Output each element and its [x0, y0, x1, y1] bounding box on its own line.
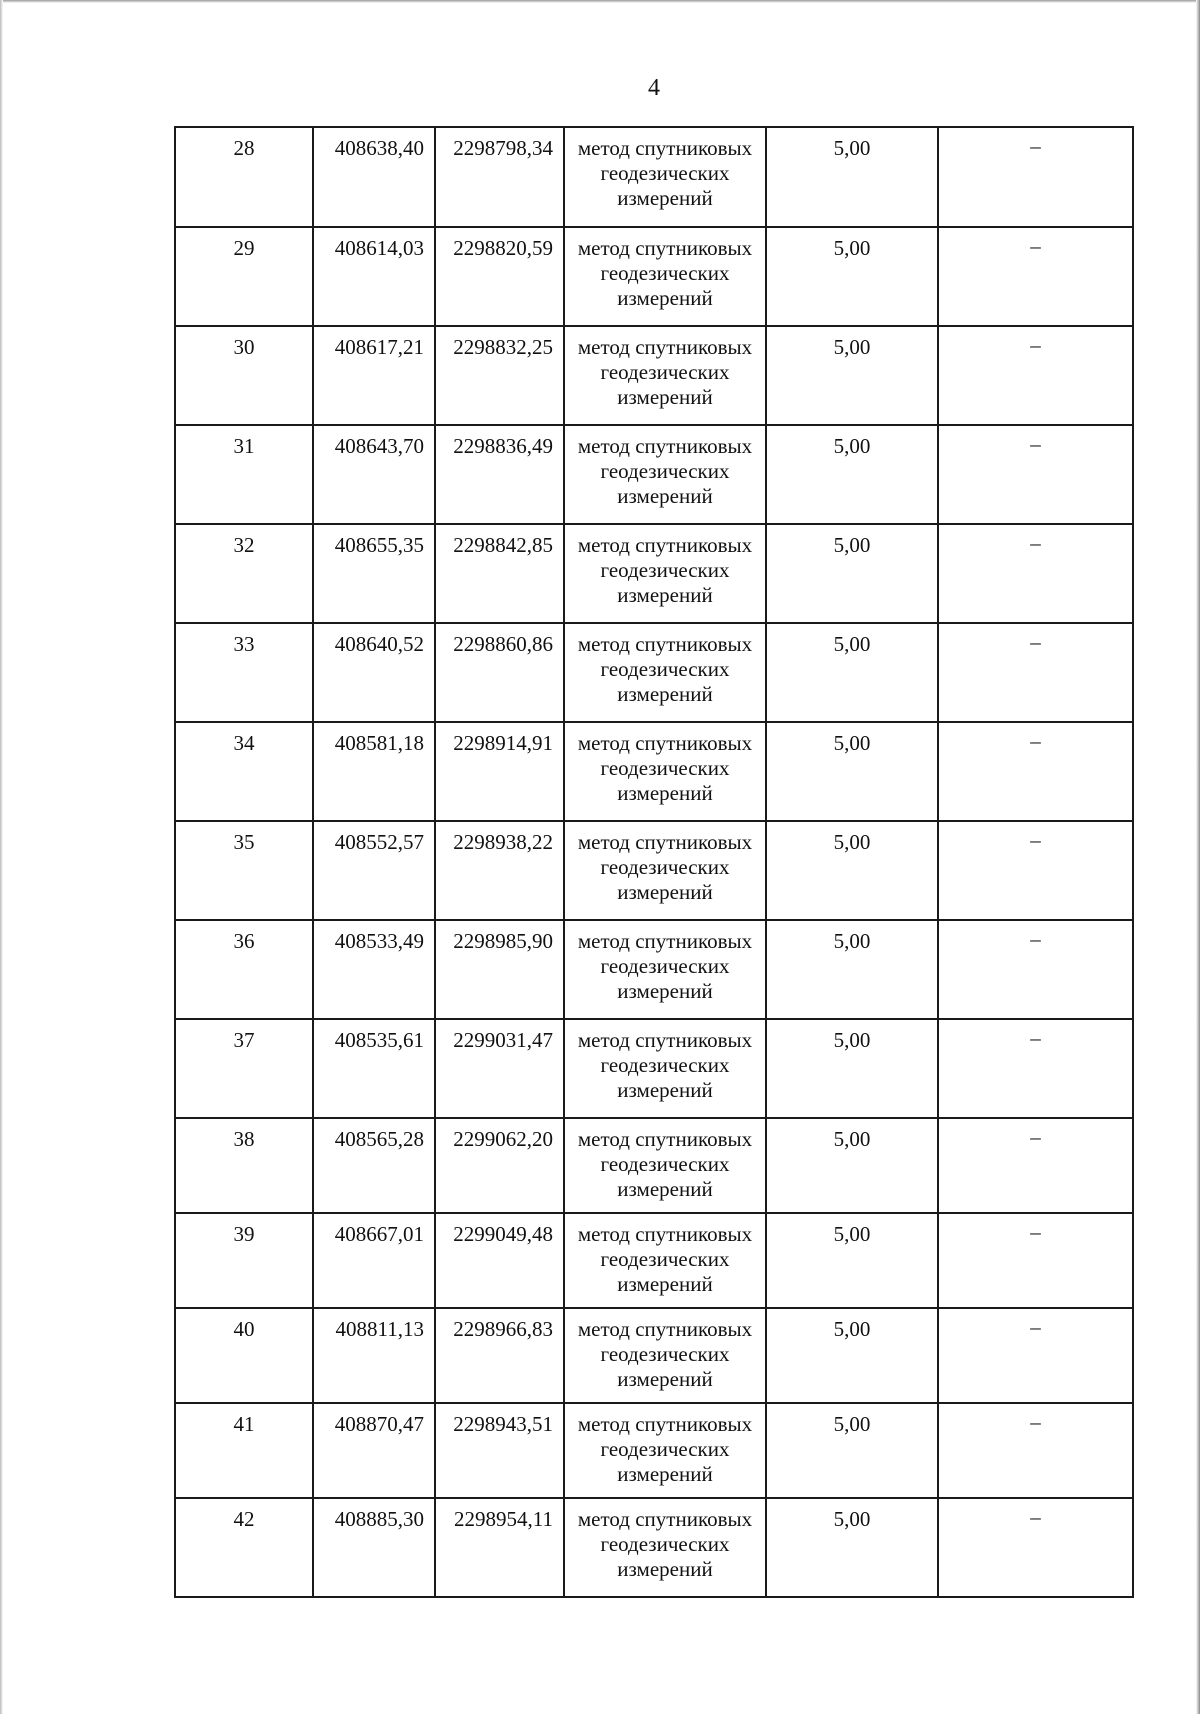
accuracy-cell: 5,00 — [766, 722, 938, 821]
x-coordinate-cell: 408552,57 — [313, 821, 435, 920]
x-coordinate-cell: 408640,52 — [313, 623, 435, 722]
accuracy-cell: 5,00 — [766, 623, 938, 722]
method-cell: метод спутниковых геодезических измерений — [564, 1403, 766, 1498]
note-cell: – — [938, 920, 1133, 1019]
accuracy-cell: 5,00 — [766, 326, 938, 425]
note-cell: – — [938, 326, 1133, 425]
x-coordinate-cell: 408870,47 — [313, 1403, 435, 1498]
point-number-cell: 39 — [175, 1213, 313, 1308]
table-row — [175, 425, 1133, 524]
point-number-cell: 33 — [175, 623, 313, 722]
scan-top-edge — [0, 0, 1200, 3]
table-row — [175, 1403, 1133, 1498]
note-cell: – — [938, 722, 1133, 821]
method-cell: метод спутниковых геодезических измерений — [564, 127, 766, 227]
method-cell: метод спутниковых геодезических измерений — [564, 524, 766, 623]
point-number-cell: 29 — [175, 227, 313, 326]
method-cell: метод спутниковых геодезических измерений — [564, 821, 766, 920]
accuracy-cell: 5,00 — [766, 1213, 938, 1308]
point-number-cell: 35 — [175, 821, 313, 920]
table-row — [175, 227, 1133, 326]
method-cell: метод спутниковых геодезических измерений — [564, 1498, 766, 1597]
table-row — [175, 1308, 1133, 1403]
y-coordinate-cell: 2298820,59 — [435, 227, 564, 326]
note-cell: – — [938, 1213, 1133, 1308]
note-cell: – — [938, 127, 1133, 227]
method-cell: метод спутниковых геодезических измерений — [564, 1019, 766, 1118]
x-coordinate-cell: 408885,30 — [313, 1498, 435, 1597]
scan-right-edge — [1196, 0, 1200, 1714]
note-cell: – — [938, 1308, 1133, 1403]
x-coordinate-cell: 408565,28 — [313, 1118, 435, 1213]
y-coordinate-cell: 2298798,34 — [435, 127, 564, 227]
point-number-cell: 41 — [175, 1403, 313, 1498]
y-coordinate-cell: 2298914,91 — [435, 722, 564, 821]
y-coordinate-cell: 2298985,90 — [435, 920, 564, 1019]
point-number-cell: 32 — [175, 524, 313, 623]
point-number-cell: 30 — [175, 326, 313, 425]
accuracy-cell: 5,00 — [766, 821, 938, 920]
accuracy-cell: 5,00 — [766, 1498, 938, 1597]
point-number-cell: 36 — [175, 920, 313, 1019]
note-cell: – — [938, 425, 1133, 524]
point-number-cell: 42 — [175, 1498, 313, 1597]
table-row — [175, 326, 1133, 425]
note-cell: – — [938, 1403, 1133, 1498]
table-row — [175, 127, 1133, 227]
note-cell: – — [938, 821, 1133, 920]
point-number-cell: 38 — [175, 1118, 313, 1213]
x-coordinate-cell: 408581,18 — [313, 722, 435, 821]
method-cell: метод спутниковых геодезических измерений — [564, 1213, 766, 1308]
table-row — [175, 821, 1133, 920]
x-coordinate-cell: 408811,13 — [313, 1308, 435, 1403]
accuracy-cell: 5,00 — [766, 1118, 938, 1213]
table-row — [175, 1118, 1133, 1213]
accuracy-cell: 5,00 — [766, 920, 938, 1019]
method-cell: метод спутниковых геодезических измерений — [564, 1118, 766, 1213]
method-cell: метод спутниковых геодезических измерений — [564, 425, 766, 524]
y-coordinate-cell: 2298860,86 — [435, 623, 564, 722]
note-cell: – — [938, 1118, 1133, 1213]
accuracy-cell: 5,00 — [766, 1019, 938, 1118]
method-cell: метод спутниковых геодезических измерений — [564, 227, 766, 326]
x-coordinate-cell: 408667,01 — [313, 1213, 435, 1308]
x-coordinate-cell: 408533,49 — [313, 920, 435, 1019]
note-cell: – — [938, 623, 1133, 722]
y-coordinate-cell: 2298954,11 — [435, 1498, 564, 1597]
y-coordinate-cell: 2298943,51 — [435, 1403, 564, 1498]
method-cell: метод спутниковых геодезических измерений — [564, 1308, 766, 1403]
method-cell: метод спутниковых геодезических измерений — [564, 920, 766, 1019]
y-coordinate-cell: 2298966,83 — [435, 1308, 564, 1403]
point-number-cell: 31 — [175, 425, 313, 524]
x-coordinate-cell: 408655,35 — [313, 524, 435, 623]
point-number-cell: 37 — [175, 1019, 313, 1118]
y-coordinate-cell: 2299049,48 — [435, 1213, 564, 1308]
x-coordinate-cell: 408535,61 — [313, 1019, 435, 1118]
x-coordinate-cell: 408643,70 — [313, 425, 435, 524]
y-coordinate-cell: 2298842,85 — [435, 524, 564, 623]
accuracy-cell: 5,00 — [766, 127, 938, 227]
accuracy-cell: 5,00 — [766, 425, 938, 524]
y-coordinate-cell: 2298938,22 — [435, 821, 564, 920]
y-coordinate-cell: 2299031,47 — [435, 1019, 564, 1118]
page-number: 4 — [648, 75, 660, 101]
method-cell: метод спутниковых геодезических измерений — [564, 623, 766, 722]
table-row — [175, 1498, 1133, 1597]
table-row — [175, 920, 1133, 1019]
note-cell: – — [938, 524, 1133, 623]
accuracy-cell: 5,00 — [766, 1403, 938, 1498]
table-row — [175, 1019, 1133, 1118]
point-number-cell: 40 — [175, 1308, 313, 1403]
accuracy-cell: 5,00 — [766, 1308, 938, 1403]
y-coordinate-cell: 2298836,49 — [435, 425, 564, 524]
x-coordinate-cell: 408614,03 — [313, 227, 435, 326]
accuracy-cell: 5,00 — [766, 524, 938, 623]
table-row — [175, 623, 1133, 722]
y-coordinate-cell: 2299062,20 — [435, 1118, 564, 1213]
table-row — [175, 1213, 1133, 1308]
point-number-cell: 28 — [175, 127, 313, 227]
x-coordinate-cell: 408617,21 — [313, 326, 435, 425]
accuracy-cell: 5,00 — [766, 227, 938, 326]
scan-left-edge — [0, 0, 3, 1714]
table-body — [175, 127, 1133, 1597]
table-row — [175, 524, 1133, 623]
coordinates-table — [174, 126, 1134, 1598]
point-number-cell: 34 — [175, 722, 313, 821]
note-cell: – — [938, 1019, 1133, 1118]
note-cell: – — [938, 227, 1133, 326]
table-row — [175, 722, 1133, 821]
note-cell: – — [938, 1498, 1133, 1597]
x-coordinate-cell: 408638,40 — [313, 127, 435, 227]
method-cell: метод спутниковых геодезических измерений — [564, 722, 766, 821]
method-cell: метод спутниковых геодезических измерений — [564, 326, 766, 425]
y-coordinate-cell: 2298832,25 — [435, 326, 564, 425]
